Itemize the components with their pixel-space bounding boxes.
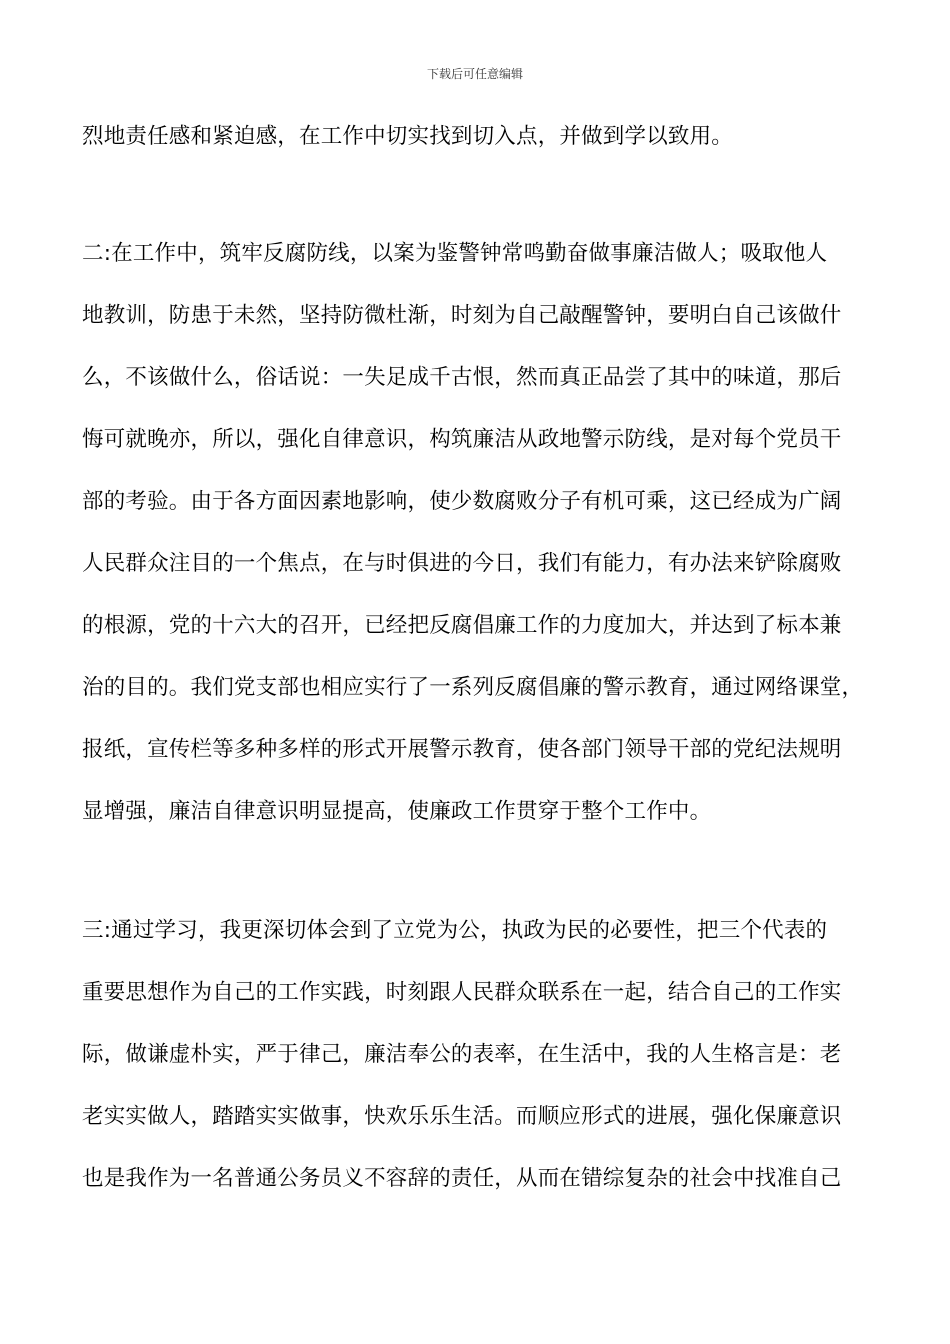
paragraph-3-line-4: 老实实做人，踏踏实实做事，快欢乐乐生活。而顺应形式的进展，强化保廉意识 [82,1104,842,1129]
paragraph-2-line-2: 地教训，防患于未然，坚持防微杜渐，时刻为自己敲醒警钟，要明白自己该做什 [82,303,842,328]
paragraph-2-line-6: 人民群众注目的一个焦点，在与时俱进的今日，我们有能力，有办法来铲除腐败 [82,551,842,576]
paragraph-3-line-5: 也是我作为一名普通公务员义不容辞的责任，从而在错综复杂的社会中找准自己 [82,1166,842,1191]
paragraph-2-line-9: 报纸，宣传栏等多种多样的形式开展警示教育，使各部门领导干部的党纪法规明 [82,737,842,762]
page-header: 下载后可任意编辑 [426,67,523,81]
paragraph-2-line-10: 显增强，廉洁自律意识明显提高，使廉政工作贯穿于整个工作中。 [82,799,712,824]
paragraph-2-line-1: 二:在工作中，筑牢反腐防线，以案为鉴警钟常鸣勤奋做事廉洁做人；吸取他人 [82,241,828,266]
paragraph-2-line-5: 部的考验。由于各方面因素地影响，使少数腐败分子有机可乘，这已经成为广阔 [82,489,842,514]
paragraph-3-line-3: 际，做谦虚朴实，严于律己，廉洁奉公的表率，在生活中，我的人生格言是：老 [82,1042,842,1067]
paragraph-2-line-3: 么，不该做什么，俗话说：一失足成千古恨，然而真正品尝了其中的味道，那后 [82,365,842,390]
paragraph-2-line-8: 治的目的。我们党支部也相应实行了一系列反腐倡廉的警示教育，通过网络课堂， [82,675,864,700]
paragraph-2-line-4: 悔可就晚亦，所以，强化自律意识，构筑廉洁从政地警示防线，是对每个党员干 [82,427,842,452]
paragraph-2-line-7: 的根源，党的十六大的召开，已经把反腐倡廉工作的力度加大，并达到了标本兼 [82,613,842,638]
paragraph-3-line-2: 重要思想作为自己的工作实践，时刻跟人民群众联系在一起，结合自己的工作实 [82,980,842,1005]
paragraph-1-line-1: 烈地责任感和紧迫感，在工作中切实找到切入点，并做到学以致用。 [82,124,734,149]
paragraph-3-line-1: 三:通过学习，我更深切体会到了立党为公，执政为民的必要性，把三个代表的 [82,918,828,943]
